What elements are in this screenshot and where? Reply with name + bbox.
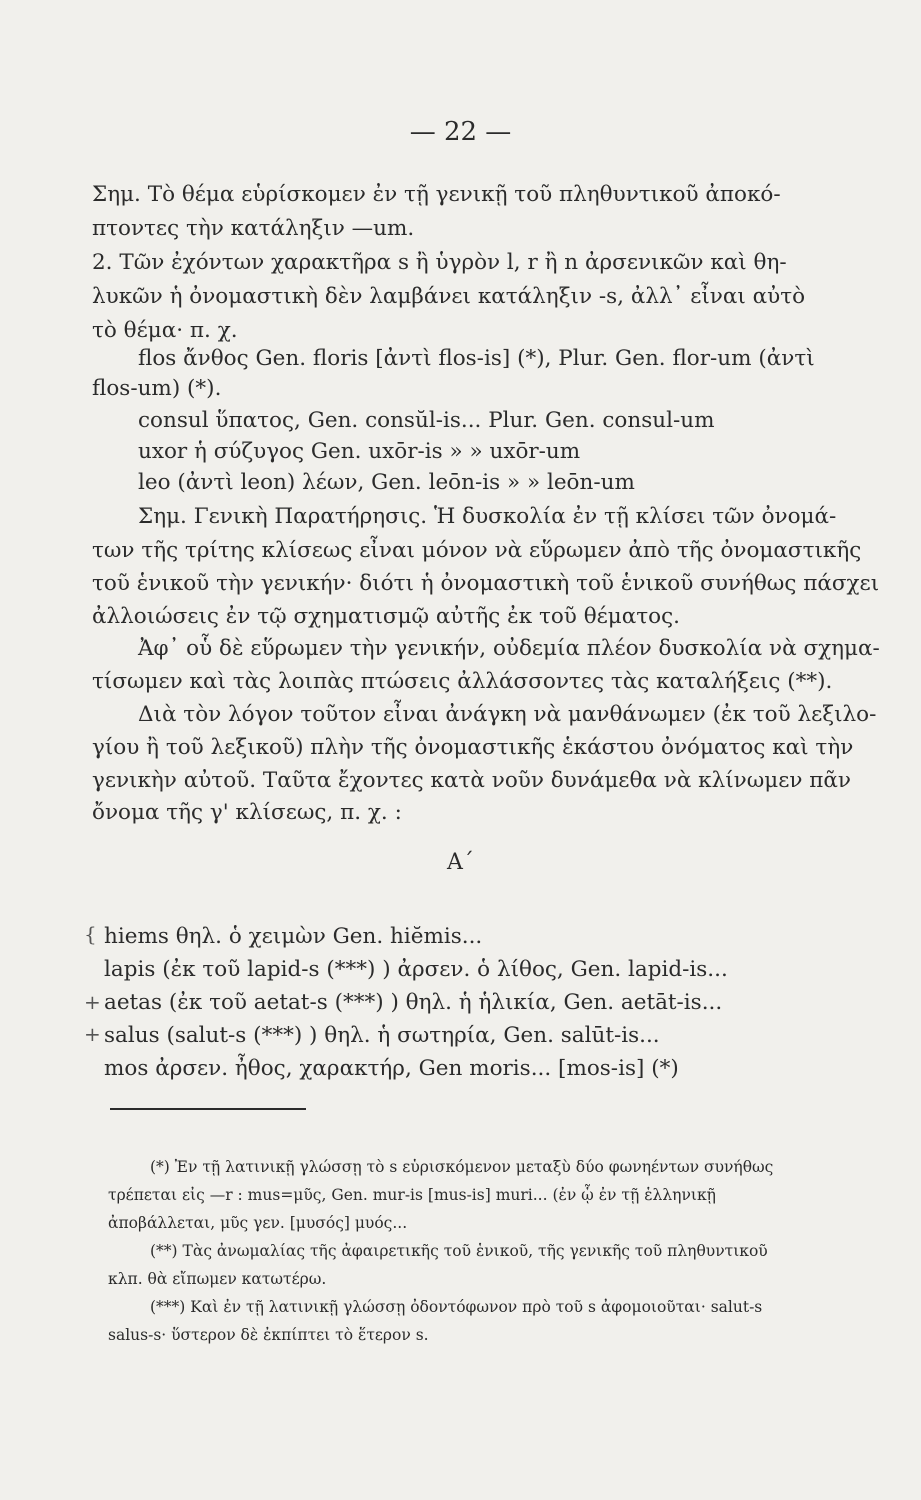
body-line: πτοντες τὴν κατάληξιν —um. bbox=[92, 216, 415, 241]
body-line: των τῆς τρίτης κλίσεως εἶναι μόνον νὰ εὕρωμεν ἀπὸ τῆς ὀνομαστικῆς bbox=[92, 538, 862, 563]
declension-example: hiems θηλ. ὁ χειμὼν Gen. hiĕmis... bbox=[104, 924, 483, 949]
margin-mark: { bbox=[84, 922, 97, 946]
example-line: flos-um) (*). bbox=[92, 376, 222, 401]
body-line: τοῦ ἑνικοῦ τὴν γενικήν· διότι ἡ ὀνομαστικὴ τοῦ ἑνικοῦ συνήθως πάσχει bbox=[92, 571, 880, 596]
page-number: — 22 — bbox=[409, 117, 512, 147]
footnote-divider bbox=[110, 1108, 306, 1110]
declension-example: aetas (ἐκ τοῦ aetat-s (***) ) θηλ. ἡ ἡλικία, Gen. aetāt-is... bbox=[104, 990, 723, 1015]
footnote-line: ἀποβάλλεται, μῦς γεν. [μυσός] μυός... bbox=[108, 1214, 408, 1232]
footnote-line: salus-s· ὕστερον δὲ ἐκπίπτει τὸ ἕτερον s. bbox=[108, 1326, 429, 1344]
declension-example: salus (salut-s (***) ) θηλ. ἡ σωτηρία, Gen. salūt-is... bbox=[104, 1023, 660, 1048]
example-line: consul ὕπατος, Gen. consŭl-is... Plur. Gen. consul-um bbox=[138, 408, 715, 433]
example-line: leo (ἀντὶ leon) λέων, Gen. leōn-is » » leōn-um bbox=[138, 470, 635, 495]
declension-example: mos ἀρσεν. ἦθος, χαρακτήρ, Gen moris... [mos-is] (*) bbox=[104, 1056, 679, 1081]
body-line: 2. Τῶν ἐχόντων χαρακτῆρα s ἢ ὑγρὸν l, r ἢ n ἀρσενικῶν καὶ θη- bbox=[92, 250, 787, 275]
body-line: ὄνομα τῆς γ' κλίσεως, π. χ. : bbox=[92, 800, 402, 825]
body-line: Διὰ τὸν λόγον τοῦτον εἶναι ἀνάγκη νὰ μανθάνωμεν (ἐκ τοῦ λεξιλο- bbox=[138, 702, 877, 727]
body-line: Σημ. Γενικὴ Παρατήρησις. Ἡ δυσκολία ἐν τῇ κλίσει τῶν ὀνομά- bbox=[138, 504, 837, 529]
margin-mark: + bbox=[84, 990, 101, 1014]
body-line: τίσωμεν καὶ τὰς λοιπὰς πτώσεις ἀλλάσσοντες τὰς καταλήξεις (**). bbox=[92, 669, 833, 694]
example-line: flos ἄνθος Gen. floris [ἀντὶ flos-is] (*), Plur. Gen. flor-um (ἀντὶ bbox=[138, 346, 815, 371]
body-line: τὸ θέμα· π. χ. bbox=[92, 318, 238, 343]
footnote-line: (***) Καὶ ἐν τῇ λατινικῇ γλώσσῃ ὀδοντόφωνον πρὸ τοῦ s ἀφομοιοῦται· salut-s bbox=[150, 1298, 763, 1316]
body-line: λυκῶν ἡ ὀνομαστικὴ δὲν λαμβάνει κατάληξιν -s, ἀλλ᾽ εἶναι αὐτὸ bbox=[92, 284, 806, 309]
margin-mark: + bbox=[84, 1022, 101, 1046]
body-line: γίου ἢ τοῦ λεξικοῦ) πλὴν τῆς ὀνομαστικῆς ἑκάστου ὀνόματος καὶ τὴν bbox=[92, 735, 854, 760]
body-line: ἀλλοιώσεις ἐν τῷ σχηματισμῷ αὐτῆς ἐκ τοῦ θέματος. bbox=[92, 604, 680, 629]
body-line: γενικὴν αὐτοῦ. Ταῦτα ἔχοντες κατὰ νοῦν δυνάμεθα νὰ κλίνωμεν πᾶν bbox=[92, 768, 851, 793]
section-heading: Α´ bbox=[447, 850, 474, 875]
declension-example: lapis (ἐκ τοῦ lapid-s (***) ) ἀρσεν. ὁ λίθος, Gen. lapid-is... bbox=[104, 957, 728, 982]
footnote-line: (*) Ἐν τῇ λατινικῇ γλώσσῃ τὸ s εὑρισκόμενον μεταξὺ δύο φωνηέντων συνήθως bbox=[150, 1158, 774, 1176]
body-line: Σημ. Τὸ θέμα εὑρίσκομεν ἐν τῇ γενικῇ τοῦ πληθυντικοῦ ἀποκό- bbox=[92, 182, 781, 207]
footnote-line: κλπ. θὰ εἴπωμεν κατωτέρω. bbox=[108, 1270, 327, 1288]
body-line: Ἀφ᾽ οὗ δὲ εὕρωμεν τὴν γενικήν, οὐδεμία πλέον δυσκολία νὰ σχημα- bbox=[138, 636, 880, 661]
footnote-line: (**) Τὰς ἀνωμαλίας τῆς ἀφαιρετικῆς τοῦ ἑνικοῦ, τῆς γενικῆς τοῦ πληθυντικοῦ bbox=[150, 1242, 768, 1260]
example-line: uxor ἡ σύζυγος Gen. uxōr-is » » uxōr-um bbox=[138, 439, 581, 464]
footnote-line: τρέπεται εἰς —r : mus=μῦς, Gen. mur-is [mus-is] muri... (ἐν ᾧ ἐν τῇ ἑλληνικῇ bbox=[108, 1186, 716, 1204]
